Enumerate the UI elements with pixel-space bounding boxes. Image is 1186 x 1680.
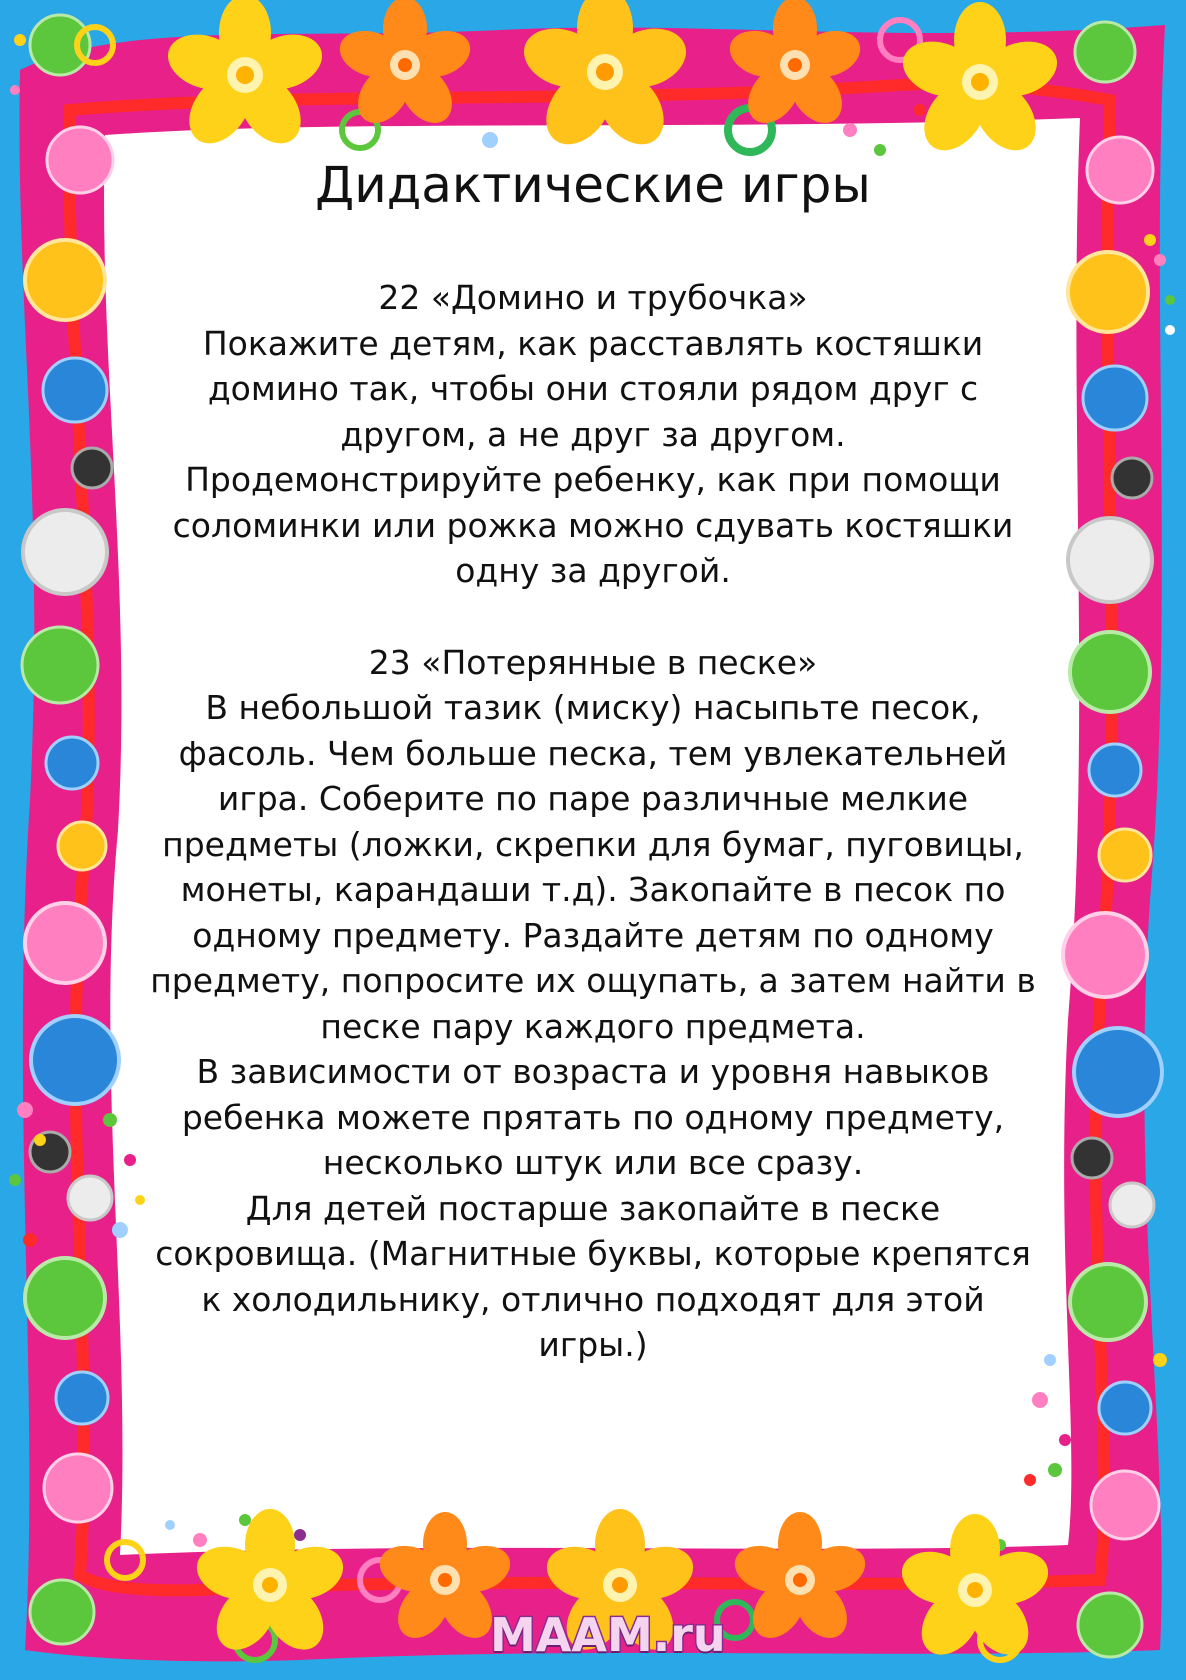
game-block-23 [150, 640, 1036, 1368]
game-paragraph: Продемонстрируйте ребенку, как при помощи соломинки или рожка можно сдувать костяшки одну за другой. [172, 460, 1014, 590]
document-content [150, 150, 1036, 1368]
game-paragraph: В зависимости от возраста и уровня навыков ребенка можете прятать по одному предмету, несколько штук или все сразу. [181, 1052, 1005, 1182]
game-paragraph: Покажите детям, как расставлять костяшки домино так, чтобы они стояли рядом друг с другом, а не друг за другом. [202, 323, 984, 454]
maam-logo: MAAM.ru [490, 1608, 726, 1662]
game-title: 22 «Домино и трубочка» [378, 278, 808, 317]
page-title: Дидактические игры [315, 156, 871, 214]
game-paragraph: Для детей постарше закопайте в песке сокровища. (Магнитные буквы, которые крепятся к холодильнику, отлично подходят для этой игры.) [155, 1188, 1031, 1364]
game-block-22 [150, 275, 1036, 594]
game-title: 23 «Потерянные в песке» [368, 642, 818, 682]
game-paragraph: В небольшой тазик (миску) насыпьте песок, фасоль. Чем больше песка, тем увлекательней игра. Соберите по паре различные мелкие предметы (ложки, скрепки для бумаг, пуговицы, монеты, карандаши т.д). Закопайте в песок по одному предмету. Раздайте детям по одному предмету, попросите их ощупать, а затем найти в песке пару каждого предмета. [150, 688, 1036, 1046]
